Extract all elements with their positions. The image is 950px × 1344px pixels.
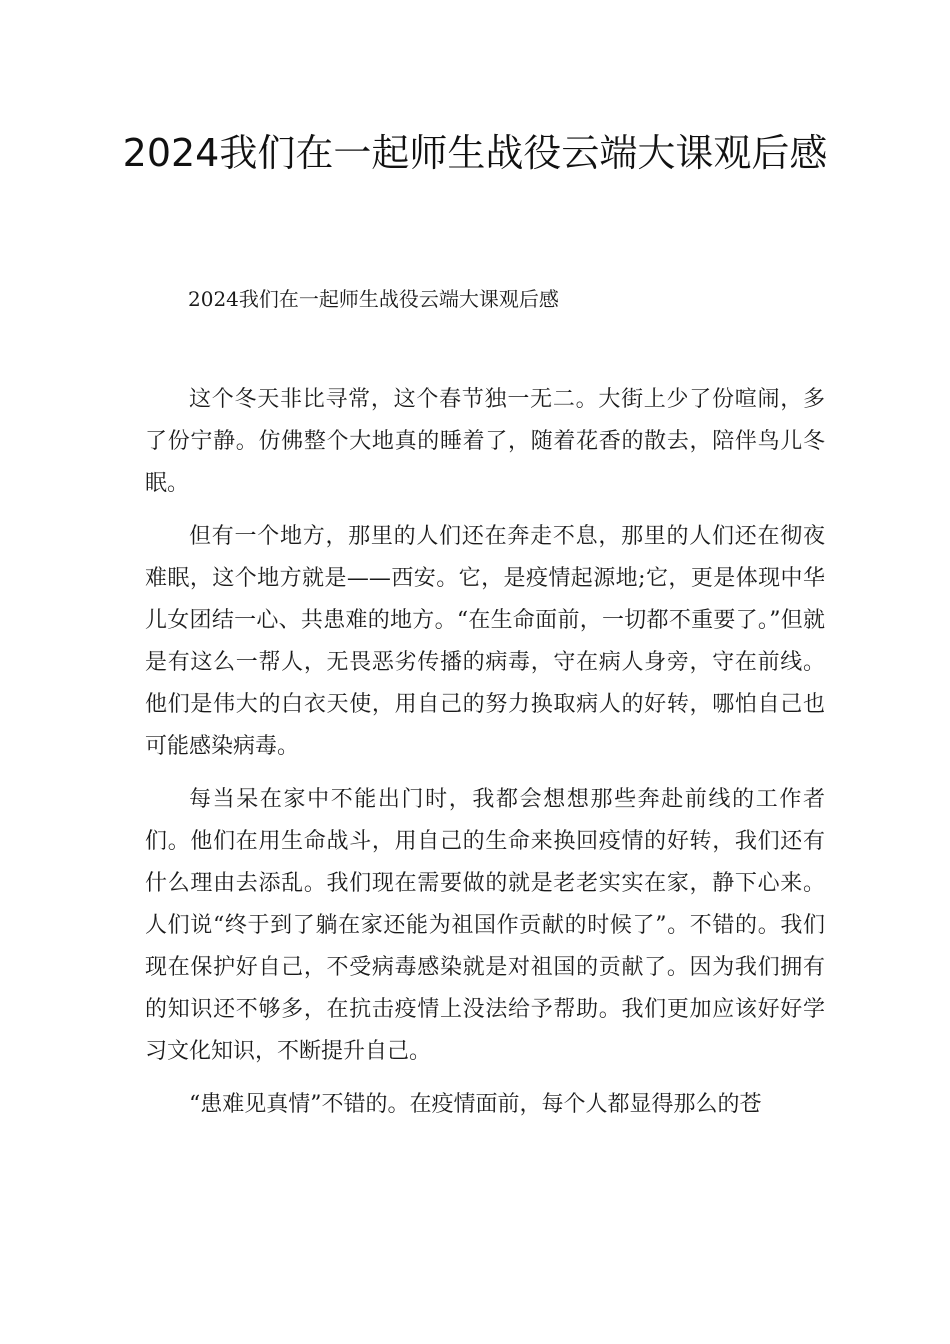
document-subtitle: 2024我们在一起师生战役云端大课观后感 [188,287,559,311]
paragraph: 这个冬天非比寻常，这个春节独一无二。大街上少了份喧闹，多了份宁静。仿佛整个大地真的睡着了，随着花香的散去，陪伴鸟儿冬眠。 [145,387,825,496]
paragraph: “患难见真情”不错的。在疫情面前，每个人都显得那么的苍 [189,1092,762,1117]
document-body [145,379,825,1137]
document-title: 2024我们在一起师生战役云端大课观后感 [122,131,828,175]
paragraph: 每当呆在家中不能出门时，我都会想想那些奔赴前线的工作者们。他们在用生命战斗，用自己的生命来换回疫情的好转，我们还有什么理由去添乱。我们现在需要做的就是老老实实在家，静下心来。人们说“终于到了躺在家还能为祖国作贡献的时候了”。不错的。我们现在保护好自己，不受病毒感染就是对祖国的贡献了。因为我们拥有的知识还不够多，在抗击疫情上没法给予帮助。我们更加应该好好学习文化知识，不断提升自己。 [145,787,825,1064]
paragraph: 但有一个地方，那里的人们还在奔走不息，那里的人们还在彻夜难眠，这个地方就是——西安。它，是疫情起源地;它，更是体现中华儿女团结一心、共患难的地方。“在生命面前，一切都不重要了。”但就是有这么一帮人，无畏恶劣传播的病毒，守在病人身旁，守在前线。他们是伟大的白衣天使，用自己的努力换取病人的好转，哪怕自己也可能感染病毒。 [145,524,825,759]
